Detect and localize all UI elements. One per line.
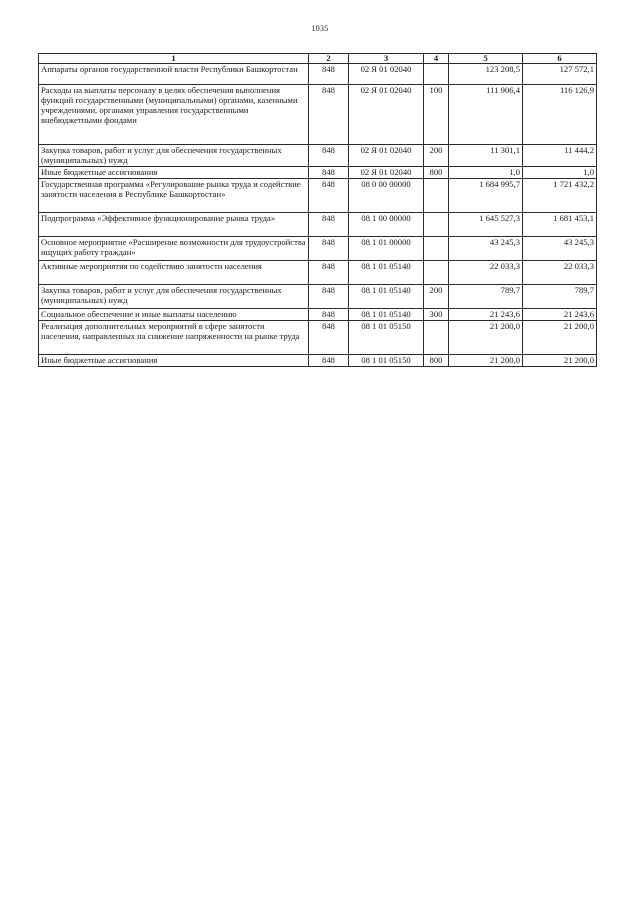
row-target-code: 02 Я 01 02040 [349, 85, 424, 145]
row-target-code: 02 Я 01 02040 [349, 64, 424, 85]
budget-table [38, 53, 597, 367]
row-amount-year1: 21 200,0 [449, 355, 523, 367]
table-row [39, 85, 597, 145]
row-amount-year1: 1 684 995,7 [449, 179, 523, 213]
row-amount-year2: 1 681 453,1 [523, 213, 597, 237]
row-target-code: 08 1 01 05150 [349, 321, 424, 355]
row-amount-year1: 22 033,3 [449, 261, 523, 285]
row-name: Закупка товаров, работ и услуг для обеспечения государственных (муниципальных) нужд [39, 145, 309, 167]
row-expense-type: 300 [424, 309, 449, 321]
row-target-code: 02 Я 01 02040 [349, 167, 424, 179]
row-amount-year1: 21 243,6 [449, 309, 523, 321]
table-row [39, 167, 597, 179]
row-amount-year2: 21 200,0 [523, 355, 597, 367]
table-row [39, 355, 597, 367]
column-header: 3 [349, 54, 424, 64]
row-name: Государственная программа «Регулирование рынка труда и содействие занятости населения в Республике Башкортостан» [39, 179, 309, 213]
row-target-code: 08 1 01 05140 [349, 285, 424, 309]
table-row [39, 145, 597, 167]
row-expense-type: 800 [424, 355, 449, 367]
row-admin-code: 848 [309, 237, 349, 261]
table-row [39, 237, 597, 261]
row-amount-year2: 1 721 432,2 [523, 179, 597, 213]
row-expense-type [424, 321, 449, 355]
row-name: Активные мероприятия по содействию занятости населения [39, 261, 309, 285]
row-name: Иные бюджетные ассигнования [39, 355, 309, 367]
column-header: 6 [523, 54, 597, 64]
row-target-code: 08 1 01 00000 [349, 237, 424, 261]
row-amount-year2: 22 033,3 [523, 261, 597, 285]
row-amount-year2: 127 572,1 [523, 64, 597, 85]
row-target-code: 08 1 01 05150 [349, 355, 424, 367]
row-expense-type: 100 [424, 85, 449, 145]
row-expense-type: 200 [424, 145, 449, 167]
table-row [39, 179, 597, 213]
row-amount-year1: 1,0 [449, 167, 523, 179]
row-admin-code: 848 [309, 285, 349, 309]
table-row [39, 261, 597, 285]
row-amount-year1: 1 645 527,3 [449, 213, 523, 237]
row-amount-year2: 21 243,6 [523, 309, 597, 321]
column-header: 4 [424, 54, 449, 64]
row-admin-code: 848 [309, 145, 349, 167]
row-amount-year1: 789,7 [449, 285, 523, 309]
table-row [39, 213, 597, 237]
row-amount-year2: 43 245,3 [523, 237, 597, 261]
row-expense-type [424, 179, 449, 213]
row-expense-type [424, 213, 449, 237]
column-header: 5 [449, 54, 523, 64]
row-admin-code: 848 [309, 167, 349, 179]
row-expense-type: 800 [424, 167, 449, 179]
row-name: Иные бюджетные ассигнования [39, 167, 309, 179]
row-amount-year1: 21 200,0 [449, 321, 523, 355]
row-name: Закупка товаров, работ и услуг для обеспечения государственных (муниципальных) нужд [39, 285, 309, 309]
row-admin-code: 848 [309, 261, 349, 285]
row-amount-year1: 11 301,1 [449, 145, 523, 167]
row-name: Реализация дополнительных мероприятий в сфере занятости населения, направленных на снижение напряженности на рынке труда [39, 321, 309, 355]
row-expense-type: 200 [424, 285, 449, 309]
row-admin-code: 848 [309, 355, 349, 367]
column-header: 2 [309, 54, 349, 64]
row-amount-year2: 116 126,9 [523, 85, 597, 145]
row-target-code: 08 0 00 00000 [349, 179, 424, 213]
row-admin-code: 848 [309, 321, 349, 355]
row-expense-type [424, 64, 449, 85]
row-expense-type [424, 261, 449, 285]
row-target-code: 08 1 01 05140 [349, 309, 424, 321]
row-name: Аппараты органов государственной власти Республики Башкортостан [39, 64, 309, 85]
row-amount-year2: 789,7 [523, 285, 597, 309]
row-amount-year2: 1,0 [523, 167, 597, 179]
row-admin-code: 848 [309, 85, 349, 145]
table-row [39, 309, 597, 321]
row-amount-year1: 123 208,5 [449, 64, 523, 85]
table-header-row [39, 54, 597, 64]
table-row [39, 285, 597, 309]
row-amount-year2: 11 444,2 [523, 145, 597, 167]
row-admin-code: 848 [309, 309, 349, 321]
row-name: Расходы на выплаты персоналу в целях обеспечения выполнения функций государственными (муниципальными) органами, казенными учреждениями, органами управления государственными внебюджетными фондами [39, 85, 309, 145]
table-row [39, 321, 597, 355]
row-name: Основное мероприятие «Расширение возможности для трудоустройства ищущих работу граждан» [39, 237, 309, 261]
row-name: Подпрограмма «Эффективное функционирование рынка труда» [39, 213, 309, 237]
row-amount-year2: 21 200,0 [523, 321, 597, 355]
page-number: 1035 [311, 24, 329, 33]
row-expense-type [424, 237, 449, 261]
row-amount-year1: 43 245,3 [449, 237, 523, 261]
row-admin-code: 848 [309, 213, 349, 237]
row-amount-year1: 111 906,4 [449, 85, 523, 145]
row-target-code: 08 1 01 05140 [349, 261, 424, 285]
table-row [39, 64, 597, 85]
row-target-code: 02 Я 01 02040 [349, 145, 424, 167]
row-name: Социальное обеспечение и иные выплаты населению [39, 309, 309, 321]
column-header: 1 [39, 54, 309, 64]
row-admin-code: 848 [309, 64, 349, 85]
row-admin-code: 848 [309, 179, 349, 213]
row-target-code: 08 1 00 00000 [349, 213, 424, 237]
